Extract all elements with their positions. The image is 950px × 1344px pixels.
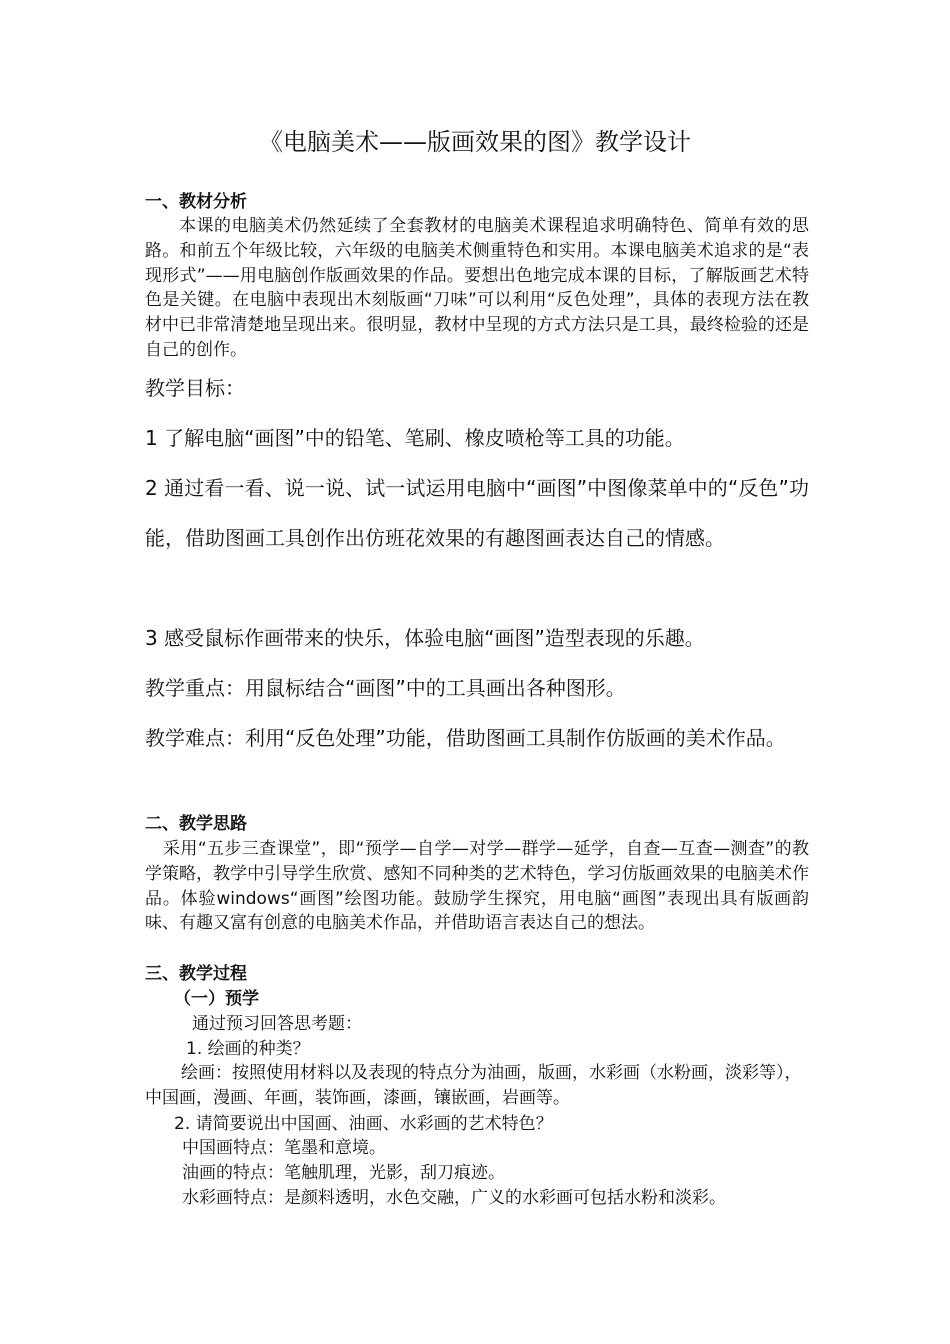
- prestudy-intro: 通过预习回答思考题：: [192, 1014, 362, 1034]
- section-heading-approach: 二、教学思路: [145, 814, 247, 834]
- question-2: 2. 请简要说出中国画、油画、水彩画的艺术特色？: [174, 1114, 553, 1134]
- answer-2-chinese-painting: 中国画特点：笔墨和意境。: [182, 1138, 386, 1158]
- section-heading-materials: 一、教材分析: [145, 192, 247, 212]
- page-title: 《电脑美术——版画效果的图》教学设计: [259, 128, 691, 156]
- difficulty-point: 教学难点：利用“反色处理”功能，借助图画工具制作仿版画的美术作品。: [145, 726, 786, 750]
- key-point: 教学重点：用鼠标结合“画图”中的工具画出各种图形。: [145, 676, 626, 700]
- objective-item-1: 1 了解电脑“画图”中的铅笔、笔刷、橡皮喷枪等工具的功能。: [145, 426, 685, 450]
- objectives-label: 教学目标：: [145, 376, 245, 400]
- answer-1: 绘画：按照使用材料以及表现的特点分为油画，版画，水彩画（水粉画，淡彩等），中国画，漫画、年画，装饰画，漆画，镶嵌画，岩画等。: [145, 1063, 802, 1108]
- subsection-heading-prestudy: （一）预学: [174, 989, 259, 1009]
- objective-item-3: 3 感受鼠标作画带来的快乐，体验电脑“画图”造型表现的乐趣。: [145, 626, 705, 650]
- answer-2-watercolor: 水彩画特点：是颜料透明，水色交融，广义的水彩画可包括水粉和淡彩。: [182, 1188, 726, 1208]
- answer-2-oil-painting: 油画的特点：笔触肌理，光影，刮刀痕迹。: [182, 1163, 505, 1183]
- objective-item-2: 2 通过看一看、说一说、试一试运用电脑中“画图”中图像菜单中的“反色”功能，借助图画工具创作出仿班花效果的有趣图画表达自己的情感。: [145, 476, 809, 550]
- teaching-approach-text: 采用“五步三查课堂”，即“预学—自学—对学—群学—延学，自查—互查—测查”的教学策略，教学中引导学生欣赏、感知不同种类的艺术特色，学习仿版画效果的电脑美术作品。体验windows“画图”绘图功能。鼓励学生探究，用电脑“画图”表现出具有版画韵味、有趣又富有创意的电脑美术作品，并借助语言表达自己的想法。: [145, 839, 809, 934]
- question-1: 1. 绘画的种类？: [186, 1039, 310, 1059]
- materials-analysis-text: 本课的电脑美术仍然延续了全套教材的电脑美术课程追求明确特色、简单有效的思路。和前五个年级比较，六年级的电脑美术侧重特色和实用。本课电脑美术追求的是“表现形式”——用电脑创作版画效果的作品。要想出色地完成本课的目标，了解版画艺术特色是关键。在电脑中表现出木刻版画“刀味”可以利用“反色处理”，具体的表现方法在教材中已非常清楚地呈现出来。很明显，教材中呈现的方式方法只是工具，最终检验的还是自己的创作。: [145, 216, 809, 360]
- section-heading-process: 三、教学过程: [145, 964, 247, 984]
